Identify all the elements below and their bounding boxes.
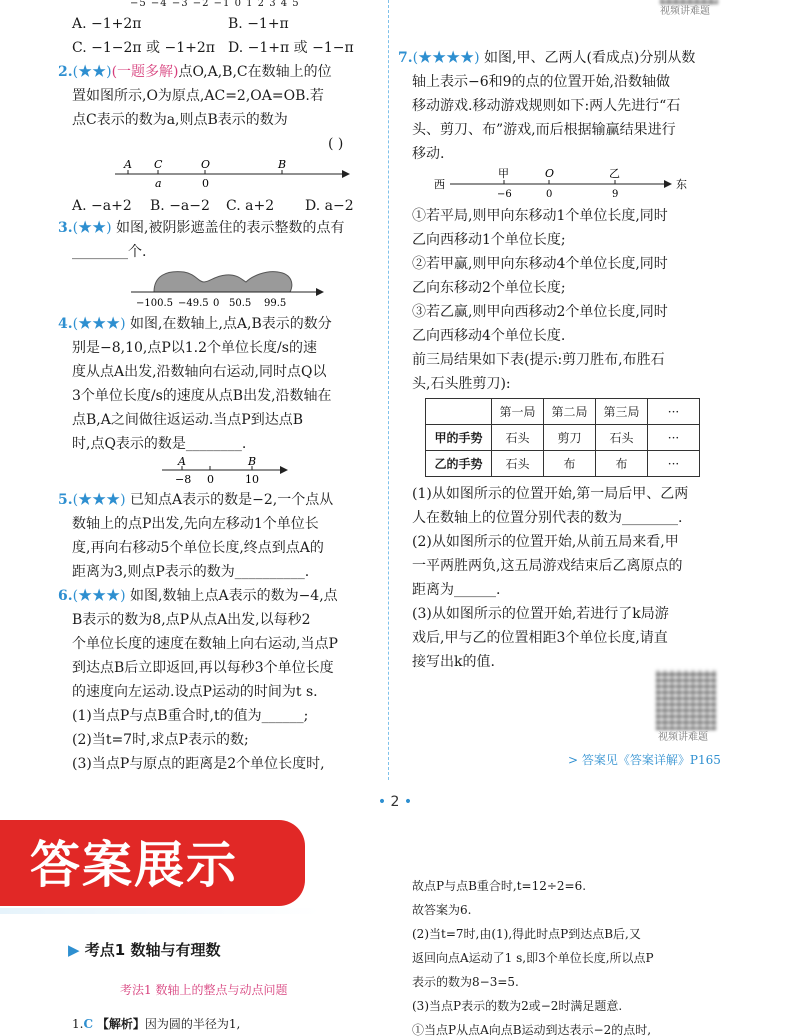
q7-label-jia: 甲 (498, 167, 509, 180)
q2-label-o: O (201, 158, 211, 171)
table-cell: 布 (544, 451, 596, 477)
q3-line-2 (72, 242, 146, 262)
q7-part-1: 人在数轴上的位置分别代表的数为________. (412, 510, 683, 526)
q7-part-0: (1)从如图所示的位置开始,第一局后甲、乙两 (412, 486, 689, 502)
q3-blank: ________ (72, 244, 128, 260)
q3-tick-zero: 0 (213, 298, 220, 309)
table-row-label-jia: 甲的手势 (426, 425, 492, 451)
q7-east-label: 东 (676, 178, 687, 191)
q7-results-table (425, 398, 700, 477)
q3-tail: 个. (128, 244, 147, 260)
q6-line-7: (3)当点P与原点的距离是2个单位长度时, (72, 756, 325, 772)
q5-number: 5. (58, 492, 73, 508)
q4-stars: (★★★) (72, 316, 126, 332)
q6-line-3: 到达点B后立即返回,再以每秒3个单位长度 (72, 660, 334, 676)
q6-line-0: 如图,数轴上点A表示的数为−4,点 (130, 588, 338, 604)
q4-line-2: 度从点A出发,沿数轴向右运动,同时点Q以 (72, 364, 327, 380)
q7-rule-5: 乙向西移动4个单位长度. (412, 328, 566, 344)
page-number (360, 794, 430, 810)
answer-line-3: 返回向点A运动了1 s,即3个单位长度,所以点P (412, 951, 654, 965)
q6-line-2: 个单位长度的速度在数轴上向右运动,当点P (72, 636, 338, 652)
answer-q1-text: 因为圆的半径为1, (144, 1017, 241, 1031)
q7-rule-6: 前三局结果如下表(提示:剪刀胜布,布胜石 (412, 352, 665, 368)
q7-number-line (432, 166, 702, 204)
q2-option-a: A. −a+2 (72, 198, 132, 214)
qr-caption: 视频讲难题 (658, 732, 708, 743)
table-cell: 布 (596, 451, 648, 477)
q4-line-0: 如图,在数轴上,点A,B表示的数分 (130, 316, 332, 332)
q7-stars: (★★★★) (412, 50, 480, 66)
q7-line-4: 移动. (412, 146, 445, 162)
q7-line-0: 如图,甲、乙两人(看成点)分别从数 (484, 50, 696, 66)
answer-banner-title: 答案展示 (30, 836, 238, 894)
answer-line-0: 故点P与点B重合时,t=12÷2=6. (412, 879, 587, 893)
q7-label-o: O (545, 167, 555, 180)
column-divider (388, 0, 389, 780)
q4-line-5: 时,点Q表示的数是________. (72, 436, 247, 452)
q4-heading (58, 314, 332, 334)
q7-rule-0: ①若平局,则甲向东移动1个单位长度,同时 (412, 208, 668, 224)
q2-heading (58, 62, 332, 82)
q2-option-d: D. a−2 (305, 198, 354, 214)
qr-code-top[interactable] (660, 0, 718, 4)
q6-line-6: (2)当t=7时,求点P表示的数; (72, 732, 249, 748)
q7-line-1: 轴上表示−6和9的点的位置开始,沿数轴做 (412, 74, 670, 90)
q4-number: 4. (58, 316, 73, 332)
q7-rule-4: ③若乙赢,则甲向西移动2个单位长度,同时 (412, 304, 668, 320)
answer-q1-choice: C (83, 1017, 94, 1031)
q1-option-b: B. −1+π (228, 16, 289, 32)
q7-label-yi: 乙 (609, 167, 620, 180)
q1-option-a: A. −1+2π (72, 16, 142, 32)
answer-line-5: (3)当点P表示的数为2或−2时满足题意. (412, 999, 623, 1013)
q7-heading (398, 48, 695, 68)
q3-line-1: 如图,被阴影遮盖住的表示整数的点有 (116, 220, 345, 236)
table-header-round-2: 第二局 (544, 399, 596, 425)
q7-number: 7. (398, 50, 413, 66)
q7-part-3: 一平两胜两负,这五局游戏结束后乙离原点的 (412, 558, 683, 574)
q5-line-0: 已知点A表示的数是−2,一个点从 (130, 492, 334, 508)
q4-label-b: B (248, 455, 257, 468)
q3-stars: (★★) (72, 220, 112, 236)
qr-code[interactable] (656, 670, 716, 730)
q5-line-3: 距离为3,则点P表示的数为__________. (72, 564, 310, 580)
q5-stars: (★★★) (72, 492, 126, 508)
q3-number-line (126, 264, 326, 312)
q5-line-2: 度,再向右移动5个单位长度,终点到点A的 (72, 540, 324, 556)
q7-part-5: (3)从如图所示的位置开始,若进行了k局游 (412, 606, 669, 622)
q6-line-4: 的速度向左运动.设点P运动的时间为t s. (72, 684, 318, 700)
section-title (68, 940, 220, 960)
table-cell: 石头 (596, 425, 648, 451)
table-corner-cell (426, 399, 492, 425)
section-marker-icon: ▶ (68, 941, 80, 959)
q2-line-2: 点C表示的数为a,则点B表示的数为 (72, 112, 288, 128)
answer-q1-tag: 【解析】 (96, 1017, 145, 1031)
top-axis-ticks: −5 −4 −3 −2 −1 0 1 2 3 4 5 (130, 0, 300, 9)
table-cell: 剪刀 (544, 425, 596, 451)
q4-number-line (160, 454, 290, 488)
q6-line-5: (1)当点P与点B重合时,t的值为______; (72, 708, 309, 724)
q3-tick-neg100: −100.5 (136, 298, 174, 309)
q2-value-a: a (155, 177, 162, 190)
q7-rule-3: 乙向东移动2个单位长度; (412, 280, 566, 296)
q6-heading (58, 586, 338, 606)
q7-line-3: 头、剪刀、布”游戏,而后根据输赢结果进行 (412, 122, 676, 138)
q4-line-3: 3个单位长度/s的速度从点B出发,沿数轴在 (72, 388, 332, 404)
q7-rule-2: ②若甲赢,则甲向东移动4个单位长度,同时 (412, 256, 668, 272)
q7-part-7: 接写出k的值. (412, 654, 495, 670)
table-row (426, 451, 700, 477)
table-row (426, 399, 700, 425)
table-cell: 石头 (492, 451, 544, 477)
q6-stars: (★★★) (72, 588, 126, 604)
q7-line-2: 移动游戏.移动游戏规则如下:两人先进行“石 (412, 98, 681, 114)
q3-tick-50: 50.5 (229, 298, 252, 309)
q2-answer-bracket: ( ) (328, 136, 344, 152)
page-dot-left-icon: • (377, 794, 387, 810)
method-title: 考法1 数轴上的整点与动点问题 (120, 983, 288, 997)
table-cell: 石头 (492, 425, 544, 451)
q2-value-zero: 0 (202, 177, 209, 190)
page-number-text: 2 (390, 794, 400, 810)
q2-option-b: B. −a−2 (150, 198, 210, 214)
q2-label-b: B (278, 158, 287, 171)
q4-value-b: 10 (245, 473, 259, 486)
answer-q1 (72, 1014, 240, 1034)
q2-number-line (110, 156, 350, 192)
q7-rule-7: 头,石头胜剪刀): (412, 376, 511, 392)
q7-axis-arrow (664, 180, 672, 188)
banner-underline (0, 908, 320, 914)
q4-line-1: 别是−8,10,点P以1.2个单位长度/s的速 (72, 340, 317, 356)
q3-heading (58, 218, 344, 238)
q7-part-4: 距离为______. (412, 582, 501, 598)
q2-tag: (一题多解) (111, 64, 179, 80)
table-header-more: ··· (648, 399, 700, 425)
table-header-round-3: 第三局 (596, 399, 648, 425)
q6-number: 6. (58, 588, 73, 604)
qr-caption-top: 视频讲难题 (660, 6, 710, 17)
answer-line-6: ①当点P从点A向点B运动到达表示−2的点时, (412, 1023, 652, 1036)
q2-axis-arrow (342, 170, 350, 178)
q2-label-a: A (124, 158, 132, 171)
q4-value-a: −8 (175, 473, 192, 486)
q1-option-c: C. −1−2π 或 −1+2π (72, 40, 215, 56)
q3-tick-neg49: −49.5 (178, 298, 209, 309)
table-header-round-1: 第一局 (492, 399, 544, 425)
answer-q1-number: 1. (72, 1017, 84, 1031)
q7-west-label: 西 (434, 178, 445, 191)
q3-number: 3. (58, 220, 73, 236)
q7-part-6: 戏后,甲与乙的位置相距3个单位长度,请直 (412, 630, 668, 646)
q7-rule-1: 乙向西移动1个单位长度; (412, 232, 566, 248)
q2-stars: (★★) (72, 64, 112, 80)
answer-line-4: 表示的数为8−3=5. (412, 975, 519, 989)
q4-axis-arrow (280, 466, 288, 474)
q5-heading (58, 490, 333, 510)
q7-value-jia: −6 (497, 189, 512, 200)
answer-reference: > 答案见《答案详解》P165 (568, 753, 721, 767)
q6-line-1: B表示的数为8,点P从点A出发,以每秒2 (72, 612, 311, 628)
table-cell: ··· (648, 425, 700, 451)
q5-line-1: 数轴上的点P出发,先向左移动1个单位长 (72, 516, 319, 532)
q4-value-zero: 0 (207, 473, 214, 486)
page-dot-right-icon: • (403, 794, 413, 810)
answer-line-2: (2)当t=7时,由(1),得此时点P到达点B后,又 (412, 927, 641, 941)
answer-line-1: 故答案为6. (412, 903, 472, 917)
table-row (426, 425, 700, 451)
q2-label-c: C (154, 158, 163, 171)
q3-tick-99: 99.5 (264, 298, 287, 309)
table-cell: ··· (648, 451, 700, 477)
q3-shadow-blob (154, 272, 292, 292)
q7-part-2: (2)从如图所示的位置开始,从前五局来看,甲 (412, 534, 679, 550)
section-title-text: 考点1 数轴与有理数 (84, 941, 221, 959)
table-row-label-yi: 乙的手势 (426, 451, 492, 477)
q2-line-0: 点O,A,B,C在数轴上的位 (178, 64, 332, 80)
q7-value-zero: 0 (546, 189, 553, 200)
q4-line-4: 点B,A之间做往返运动.当点P到达点B (72, 412, 304, 428)
q2-number: 2. (58, 64, 73, 80)
q2-option-c: C. a+2 (226, 198, 275, 214)
q3-axis-arrow (316, 288, 324, 296)
q1-option-d: D. −1+π 或 −1−π (228, 40, 354, 56)
q7-value-yi: 9 (612, 189, 619, 200)
q2-line-1: 置如图所示,O为原点,AC=2,OA=OB.若 (72, 88, 324, 104)
q4-label-a: A (178, 455, 186, 468)
